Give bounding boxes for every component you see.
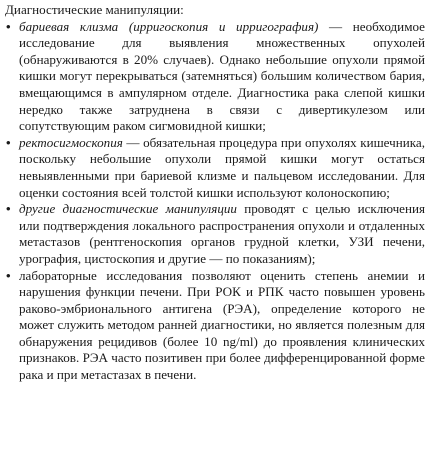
bullet-icon: • [6,18,11,34]
bullet-icon: • [6,201,11,217]
list-item-term: другие диагностические манипуляции [19,201,237,217]
list-item [5,268,425,384]
manipulations-list [5,19,425,384]
section-heading: Диагностические манипуляции: [5,2,184,17]
list-item-term: бариевая клизма (ирригоскопия и ирригография) [19,18,319,34]
list-item-text: — обязательная процедура при опухолях кишечника, поскольку небольшие опухоли прямой кишки могут остаться невыявленными при бариевой клизме и пальцевом исследовании. Для оценки состояния всей толстой кишки используют колоноскопию; [19,134,425,200]
list-item-text: лабораторные исследования позволяют оценить степень анемии и нарушения функции печени. При РОК и РПК часто повышен уровень раково-эмбрионального антигена (РЭА), определение которого не может служить методом ранней диагностики, но является полезным для обнаружения рецидивов (более 10 ng/ml) до проявления клинических признаков. РЭА часто позитивен при более дифференцированной форме рака и при метастазах в печени. [19,267,425,383]
list-item [5,19,425,135]
list-item [5,201,425,267]
bullet-icon: • [6,134,11,150]
list-item-term: ректосигмоскопия [19,134,123,150]
list-item-text: проводят с целью исключения или подтверждения локального распространения опухоли и отдаленных метастазов (рентгеноскопия органов грудной клетки, УЗИ печени, урография, цистоскопия и другие — по показаниям); [19,201,425,266]
document-page [5,2,425,384]
list-item-text: — необходимое исследование для выявления множественных опухолей (обнаруживаются в 20% случаев). Однако небольшие опухоли прямой кишки могут перекрываться (затемняться) большим количеством бария, вмещающимся в ампулярном отделе. Диагностика рака слепой кишки нередко также затруднена в связи с дивертикулезом или сопутствующим раком сигмовидной кишки; [19,18,425,134]
bullet-icon: • [6,267,11,283]
list-item [5,135,425,201]
